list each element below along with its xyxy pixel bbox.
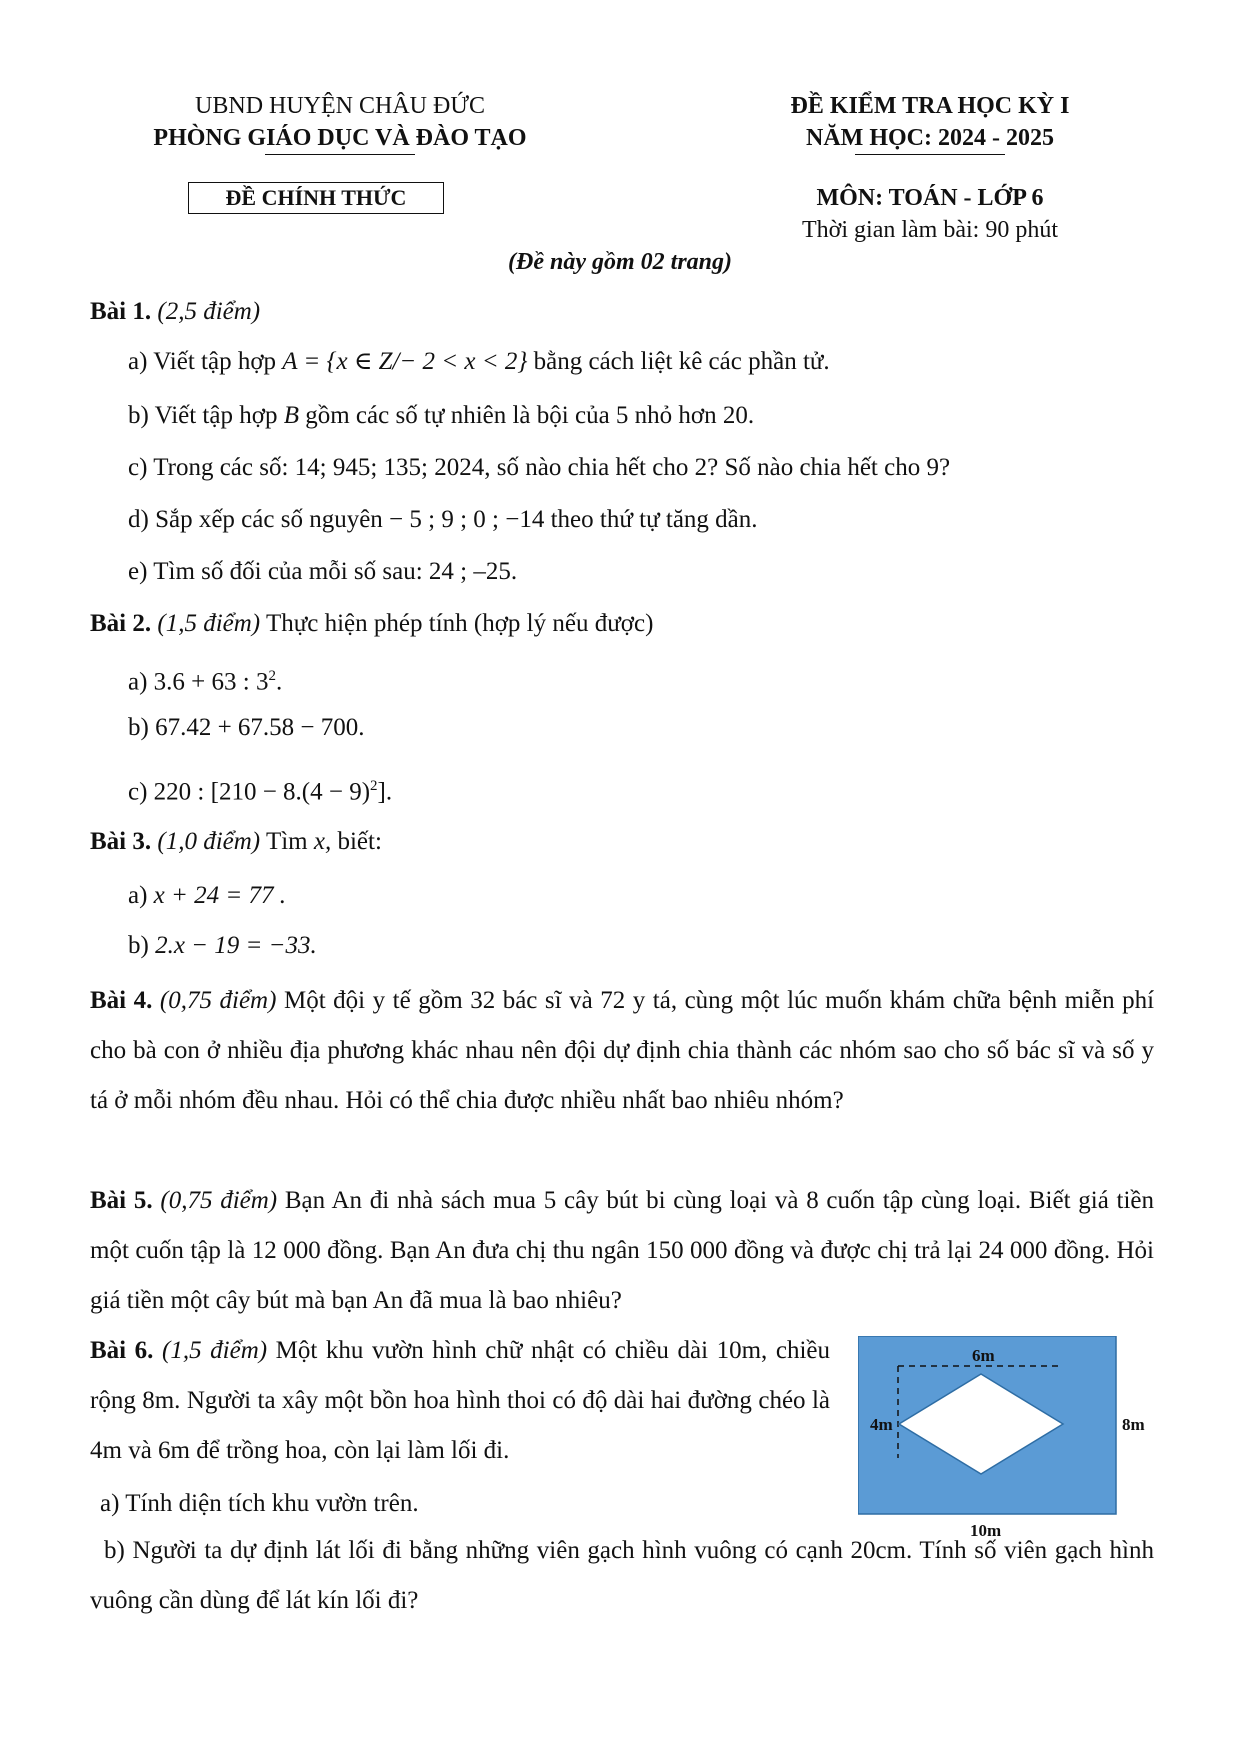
b6-item-b: b) Người ta dự định lát lối đi bằng những viên gạch hình vuông có cạnh 20cm. Tính số viên gạch hình vuông cần dùng để lát kín lối đi?: [90, 1537, 1154, 1614]
b2-heading: [90, 608, 653, 640]
b4-text: Một đội y tế gồm 32 bác sĩ và 72 y tá, cùng một lúc muốn khám chữa bệnh miễn phí cho bà con ở nhiều địa phương khác nhau nên đội dự định chia thành các nhóm sao cho số bác sĩ và số y tá ở mỗi nhóm đều nhau. Hỏi có thể chia được nhiều nhất bao nhiêu nhóm?: [90, 987, 1155, 1114]
b3-points: (1,0 điểm): [157, 828, 261, 855]
b1-heading: [90, 296, 260, 328]
label-10m: 10m: [970, 1521, 1002, 1540]
b2-c-label: c): [128, 778, 148, 806]
b2-item-b: [128, 712, 365, 744]
b3-desc-post: biết:: [337, 828, 382, 855]
b2-c-post: ].: [377, 778, 393, 806]
b2-c-exponent: 2: [370, 778, 378, 794]
b5-text: Bạn An đi nhà sách mua 5 cây bút bi cùng loại và 8 cuốn tập cùng loại. Biết giá tiền một cuốn tập là 12 000 đồng. Bạn An đưa chị thu ngân 150 000 đồng và được chị trả lại 24 000 đồng. Hỏi giá tiền một cây bút mà bạn An đã mua là bao nhiêu?: [90, 1187, 1155, 1314]
b1-d-label: d): [128, 506, 149, 533]
time-line: Thời gian làm bài: 90 phút: [802, 217, 1058, 243]
b1-d-post: theo thứ tự tăng dần.: [550, 506, 758, 533]
b1-e-text: Tìm số đối của mỗi số sau: 24 ; –25.: [153, 558, 518, 585]
b2-b-label: b): [128, 714, 149, 741]
b1-item-c: [128, 452, 950, 484]
b3-b-math: 2.x − 19 = −33.: [155, 932, 317, 959]
b3-b-label: b): [128, 932, 149, 959]
b3-desc-var: x,: [313, 828, 332, 855]
subject-line: MÔN: TOÁN - LỚP 6: [816, 185, 1044, 211]
label-4m: 4m: [870, 1415, 893, 1434]
official-stamp-box: ĐỀ CHÍNH THỨC: [188, 182, 444, 214]
b6-title: Bài 6.: [90, 1337, 154, 1364]
b3-desc-pre: Tìm: [265, 828, 308, 855]
b1-item-a: [128, 346, 830, 378]
b1-d-pre: Sắp xếp các số nguyên: [155, 506, 383, 533]
b3-item-b: [128, 930, 317, 962]
b1-c-text: Trong các số: 14; 945; 135; 2024, số nào chia hết cho 2? Số nào chia hết cho 9?: [153, 454, 951, 481]
b3-item-a: [128, 880, 286, 912]
b1-a-post: bằng cách liệt kê các phần tử.: [533, 348, 830, 375]
b6-text: Một khu vườn hình chữ nhật có chiều dài 10m, chiều rộng 8m. Người ta xây một bồn hoa hình thoi có độ dài hai đường chéo là 4m và 6m để trồng hoa, còn lại làm lối đi.: [90, 1337, 831, 1464]
b1-title: Bài 1.: [90, 298, 152, 325]
b2-c-pre: 220 : [210 − 8.(4 − 9): [153, 778, 371, 806]
b6-item-a: a) Tính diện tích khu vườn trên.: [100, 1490, 419, 1517]
b1-a-math: A = {x ∈ Z/− 2 < x < 2}: [282, 348, 528, 375]
b1-item-d: [128, 504, 758, 536]
b4-title: Bài 4.: [90, 987, 153, 1014]
b5-title: Bài 5.: [90, 1187, 153, 1214]
b6-paragraph: [90, 1326, 830, 1476]
b1-d-math: − 5 ; 9 ; 0 ; −14: [389, 506, 545, 533]
b2-points: (1,5 điểm): [157, 610, 261, 637]
b1-b-var: B: [283, 402, 299, 429]
b2-title: Bài 2.: [90, 610, 152, 637]
b1-item-e: [128, 556, 517, 588]
district-name: UBND HUYỆN CHÂU ĐỨC: [195, 93, 485, 119]
b1-b-label: b): [128, 402, 149, 429]
b4-paragraph: [90, 976, 1154, 1126]
b2-desc: Thực hiện phép tính (hợp lý nếu được): [265, 610, 654, 637]
b1-a-pre: Viết tập hợp: [153, 348, 277, 375]
b5-points: (0,75 điểm): [160, 1187, 278, 1214]
label-8m: 8m: [1122, 1415, 1145, 1434]
b2-a-label: a): [128, 668, 148, 696]
b3-a-label: a): [128, 882, 148, 909]
b2-a-math: 3.6 + 63 : 3: [153, 668, 269, 696]
b1-e-label: e): [128, 558, 148, 585]
b1-a-label: a): [128, 348, 148, 375]
b3-title: Bài 3.: [90, 828, 152, 855]
b2-a-end: .: [275, 668, 283, 696]
label-6m: 6m: [972, 1346, 995, 1365]
page-count-note: (Đề này gồm 02 trang): [508, 249, 732, 275]
garden-figure: [858, 1336, 1168, 1546]
b6-points: (1,5 điểm): [162, 1337, 268, 1364]
header-right-underline: [855, 154, 1005, 155]
header-right: [700, 90, 1160, 155]
b2-b-math: 67.42 + 67.58 − 700.: [155, 714, 365, 741]
b2-item-a: [128, 660, 282, 698]
b4-points: (0,75 điểm): [159, 987, 277, 1014]
b2-item-c: [128, 770, 392, 808]
header-left: [110, 90, 570, 155]
b1-b-post: gồm các số tự nhiên là bội của 5 nhỏ hơn 20.: [305, 402, 755, 429]
b1-item-b: [128, 400, 754, 432]
department-name: PHÒNG GIÁO DỤC VÀ ĐÀO TẠO: [153, 125, 527, 151]
b3-heading: [90, 826, 382, 858]
b2-a-exponent: 2: [268, 668, 276, 684]
b1-b-pre: Viết tập hợp: [154, 402, 278, 429]
exam-title: ĐỀ KIỂM TRA HỌC KỲ I: [790, 93, 1070, 119]
b5-paragraph: [90, 1176, 1154, 1326]
b1-points: (2,5 điểm): [157, 298, 261, 325]
b3-a-math: x + 24 = 77 .: [153, 882, 287, 909]
b1-c-label: c): [128, 454, 148, 481]
header-left-underline: [265, 154, 415, 155]
school-year: NĂM HỌC: 2024 - 2025: [806, 125, 1054, 151]
